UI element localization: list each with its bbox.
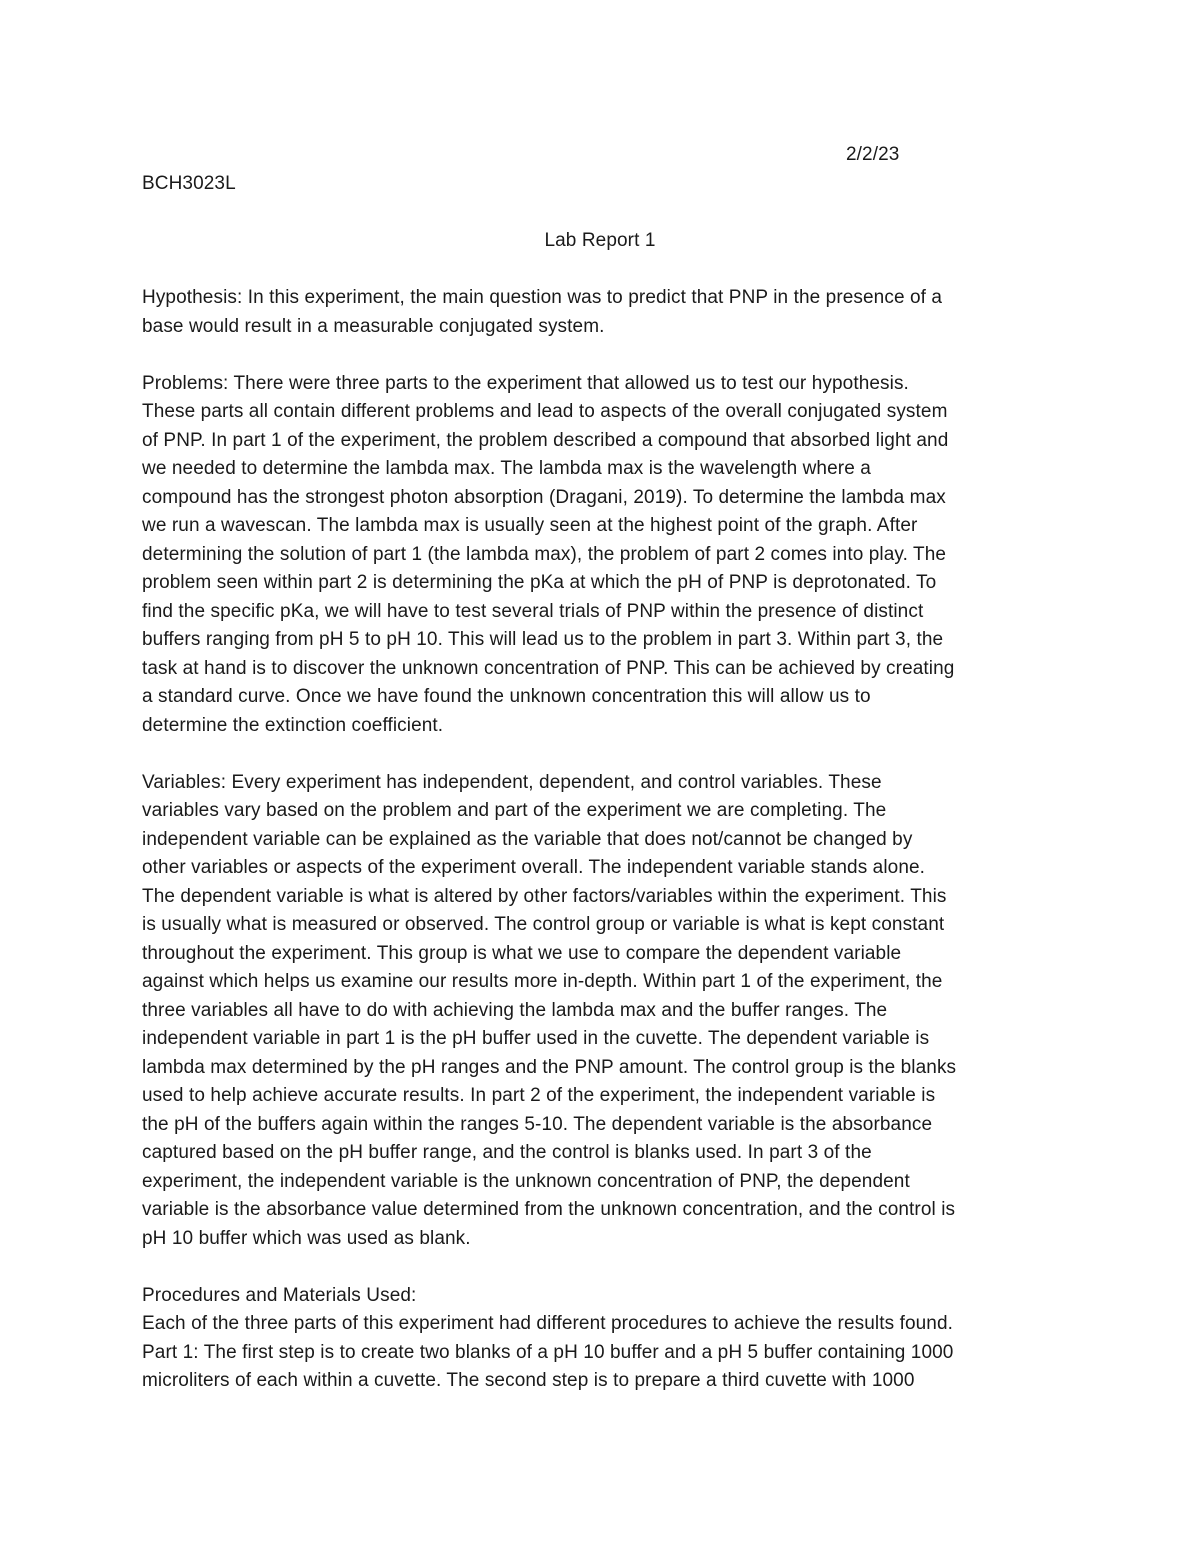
text-line: Procedures and Materials Used: [142,1284,417,1306]
text-line: of PNP. In part 1 of the experiment, the problem described a compound that absorbed light and [142,429,949,451]
text-line: three variables all have to do with achieving the lambda max and the buffer ranges. The [142,999,888,1021]
course-code: BCH3023L [142,173,236,194]
text-line: other variables or aspects of the experiment overall. The independent variable stands alone. [142,857,926,878]
text-line: we needed to determine the lambda max. The lambda max is the wavelength where a [142,458,871,479]
text-line: base would result in a measurable conjugated system. [142,315,605,337]
text-line: The dependent variable is what is altered by other factors/variables within the experiment. This [142,885,947,907]
text-line: the pH of the buffers again within the ranges 5-10. The dependent variable is the absorbance [142,1113,933,1135]
report-date: 2/2/23 [846,144,900,165]
procedures-paragraph [142,1282,1062,1396]
text-line: we run a wavescan. The lambda max is usually seen at the highest point of the graph. After [142,515,918,536]
text-line: variables vary based on the problem and part of the experiment we are completing. The [142,800,887,821]
hypothesis-paragraph [142,284,1062,341]
variables-paragraph [142,769,1062,1254]
problems-paragraph [142,370,1062,741]
text-line: determining the solution of part 1 (the lambda max), the problem of part 2 comes into play. The [142,543,947,565]
text-line: experiment, the independent variable is the unknown concentration of PNP, the dependent [142,1170,910,1192]
text-line: problem seen within part 2 is determining the pKa at which the pH of PNP is deprotonated. To [142,572,937,593]
text-line: is usually what is measured or observed. The control group or variable is what is kept constant [142,914,945,935]
text-line: lambda max determined by the pH ranges and the PNP amount. The control group is the blanks [142,1056,957,1078]
report-body [142,284,1062,1424]
report-title: Lab Report 1 [544,230,656,251]
text-line: task at hand is to discover the unknown concentration of PNP. This can be achieved by creating [142,657,955,679]
text-line: throughout the experiment. This group is what we use to compare the dependent variable [142,942,902,964]
text-line: a standard curve. Once we have found the unknown concentration this will allow us to [142,686,871,707]
text-line: Variables: Every experiment has independent, dependent, and control variables. These [142,771,882,793]
text-line: microliters of each within a cuvette. The second step is to prepare a third cuvette with 1000 [142,1370,915,1391]
text-line: Problems: There were three parts to the experiment that allowed us to test our hypothesis. [142,372,909,394]
text-line: captured based on the pH buffer range, and the control is blanks used. In part 3 of the [142,1142,872,1163]
text-line: find the specific pKa, we will have to test several trials of PNP within the presence of distinct [142,600,924,622]
text-line: determine the extinction coefficient. [142,714,444,736]
text-line: buffers ranging from pH 5 to pH 10. This will lead us to the problem in part 3. Within part 3, the [142,629,944,650]
text-line: compound has the strongest photon absorption (Dragani, 2019). To determine the lambda max [142,486,946,508]
text-line: Hypothesis: In this experiment, the main question was to predict that PNP in the presence of a [142,287,943,308]
text-line: variable is the absorbance value determined from the unknown concentration, and the control is [142,1199,956,1220]
text-line: These parts all contain different problems and lead to aspects of the overall conjugated system [142,401,948,422]
text-line: pH 10 buffer which was used as blank. [142,1227,471,1249]
text-line: independent variable in part 1 is the pH buffer used in the cuvette. The dependent variable is [142,1028,930,1049]
text-line: used to help achieve accurate results. In part 2 of the experiment, the independent variable is [142,1085,936,1106]
text-line: Part 1: The first step is to create two blanks of a pH 10 buffer and a pH 5 buffer containing 1000 [142,1341,954,1363]
text-line: independent variable can be explained as the variable that does not/cannot be changed by [142,828,913,850]
text-line: Each of the three parts of this experiment had different procedures to achieve the results found. [142,1313,953,1334]
text-line: against which helps us examine our results more in-depth. Within part 1 of the experiment, the [142,971,943,992]
